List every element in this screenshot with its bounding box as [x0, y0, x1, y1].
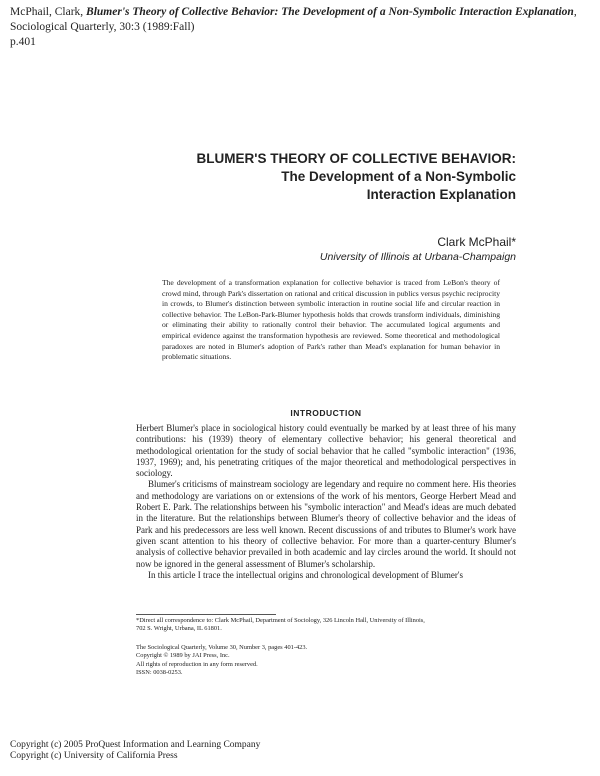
- article-title: [197, 150, 516, 204]
- abstract: The development of a transformation explanation for collective behavior is traced from LeBon's theory of crowd mind, through Park's dissertation on rational and critical discussion in publics versus psychic reciprocity in crowds, to Blumer's distinction between symbolic interaction in routine social life and circular reaction in collective behavior. The LeBon-Park-Blumer hypothesis holds that crowds transform individuals, diminishing or eliminating their ability to rationally control their behavior. The accumulated logical arguments and empirical evidence against the transformation hypothesis are reviewed. Some theoretical and methodological paradoxes are noted in Blumer's adoption of Park's rather than Mead's explanation for human behavior in problematic situations.: [162, 278, 500, 362]
- author-name: Clark McPhail*: [437, 235, 516, 249]
- copyright-notice: [10, 740, 410, 762]
- footnote-line-2: 702 S. Wright, Urbana, IL 61801.: [136, 625, 222, 633]
- footnote-line-1: *Direct all correspondence to: Clark McPhail, Department of Sociology, 326 Lincoln Hall, University of Illinois,: [136, 617, 425, 624]
- copyright-line-1: Copyright (c) 2005 ProQuest Information and Learning Company: [10, 740, 261, 750]
- section-heading: INTRODUCTION: [290, 408, 362, 418]
- citation-source: , Sociological Quarterly, 30:3 (1989:Fall): [10, 6, 577, 33]
- author-affiliation: University of Illinois at Urbana-Champaign: [319, 251, 516, 263]
- body-paragraph-1: Herbert Blumer's place in sociological history could eventually be marked by at least three of his many contributions: his (1939) theory of elementary collective behavior; his general theoretical and methodological orientation for the study of social behavior that he called "symbolic interaction" (1936, 1937, 1969); and, his penetrating critiques of the major theoretical and methodological perspectives in sociology.: [136, 423, 516, 479]
- body-paragraph-2: Blumer's criticisms of mainstream sociology are legendary and require no comment here. His theories and methodology are variations on or extensions of the work of his mentors, George Herbert Mead and Robert E. Park. The relationships between his "symbolic interaction" and Mead's ideas are much debated in the literature. But the relationships between Blumer's theory of collective behavior and the ideas of Park and his predecessors are less well known. Recent discussions of and tributes to Blumer's work have given scant attention to his theory of collective behavior. For more than a quarter-century Blumer's analysis of collective behavior prevailed in both academic and lay circles around the world. It should not now be ignored in the general assessment of Blumer's scholarship.: [136, 479, 516, 569]
- article-title-line-3: Interaction Explanation: [366, 187, 516, 202]
- citation-page: p.401: [10, 36, 36, 48]
- body-paragraph-3: In this article I trace the intellectual origins and chronological development of Blumer's: [148, 569, 464, 580]
- article-title-line-1: BLUMER'S THEORY OF COLLECTIVE BEHAVIOR:: [196, 151, 516, 166]
- body-text: [136, 423, 516, 581]
- journal-line-2: Copyright © 1989 by JAI Press, Inc.: [136, 652, 230, 660]
- footnote: [136, 617, 516, 634]
- citation-title: Blumer's Theory of Collective Behavior: The Development of a Non-Symbolic Interaction Explanation: [86, 6, 574, 18]
- citation-authors: McPhail, Clark,: [10, 6, 84, 18]
- journal-info: [136, 644, 436, 678]
- article-title-line-2: The Development of a Non-Symbolic: [281, 169, 516, 184]
- citation-header: [10, 5, 590, 50]
- author-block: [320, 234, 516, 264]
- journal-line-1: The Sociological Quarterly, Volume 30, Number 3, pages 401-423.: [136, 644, 308, 651]
- copyright-line-2: Copyright (c) University of California Press: [10, 751, 178, 761]
- journal-line-3: All rights of reproduction in any form reserved.: [136, 660, 258, 668]
- footnote-rule: [136, 614, 276, 615]
- journal-line-4: ISSN: 0038-0253.: [136, 669, 183, 677]
